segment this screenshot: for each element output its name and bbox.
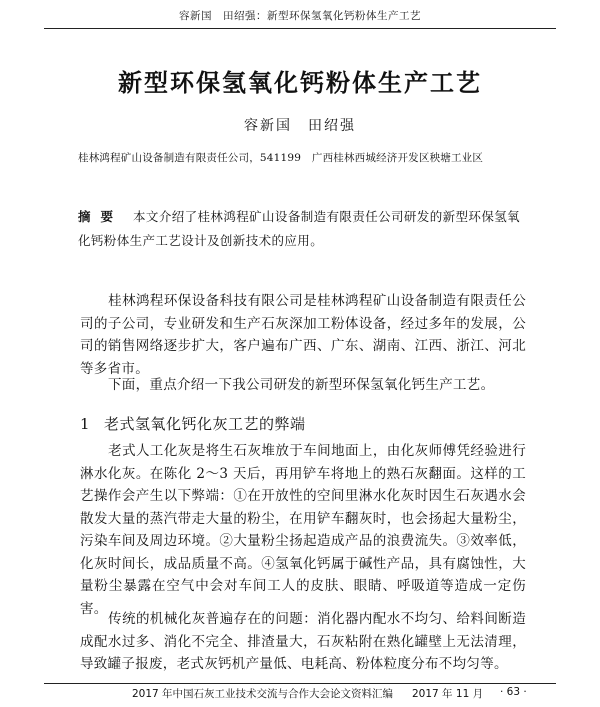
affiliation: 桂林鸿程矿山设备制造有限责任公司，541199 广西桂林西城经济开发区秧塘工业区 xyxy=(78,152,484,164)
paragraph-text: 下面，重点介绍一下我公司研发的新型环保氢氧化钙生产工艺。 xyxy=(108,377,495,393)
paragraph-company xyxy=(80,290,526,380)
authors: 容新国 田绍强 xyxy=(244,118,356,134)
section-heading xyxy=(80,413,526,434)
footer-date: 2017 年 11 月 xyxy=(412,688,484,700)
header-rule xyxy=(44,28,556,29)
paragraph-text: 传统的机械化灰普遍存在的问题：消化器内配水不均匀、给料间断造成配水过多、消化不完全、排渣量大，石灰粘附在熟化罐壁上无法清理，导致罐子报废，老式灰钙机产量低、电耗高、粉体粒度分布不均匀等。 xyxy=(80,611,526,672)
paragraph-text: 桂林鸿程环保设备科技有限公司是桂林鸿程矿山设备制造有限责任公司的子公司，专业研发和生产石灰深加工粉体设备，经过多年的发展，公司的销售网络逐步扩大，客户遍布广西、广东、湖南、江西、浙江、河北等多省市。 xyxy=(80,293,526,377)
abstract-label: 摘要 xyxy=(78,209,124,224)
paragraph-intro xyxy=(80,374,526,397)
abstract-text: 本文介绍了桂林鸿程矿山设备制造有限责任公司研发的新型环保氢氧化钙粉体生产工艺设计及创新技术的应用。 xyxy=(78,209,521,248)
paragraph-text: 老式人工化灰是将生石灰堆放于车间地面上，由化灰师傅凭经验进行淋水化灰。在陈化 2～3 天后，再用铲车将地上的熟石灰翻面。这样的工艺操作会产生以下弊端：①在开放性的空间里淋水化灰时因生石灰遇水会散发大量的蒸汽带走大量的粉尘，在用铲车翻灰时，也会扬起大量粉尘，污染车间及周边环境。②大量粉尘扬起造成产品的浪费流失。③效率低，化灰时间长，成品质量不高。④氢氧化钙属于碱性产品，具有腐蚀性，大量粉尘暴露在空气中会对车间工人的皮肤、眼睛、呼吸道等造成一定伤害。 xyxy=(80,443,526,617)
abstract xyxy=(78,205,524,253)
section-number: 1 xyxy=(80,415,91,433)
running-head: 容新国 田绍强：新型环保氢氧化钙粉体生产工艺 xyxy=(179,10,421,22)
paragraph-old-process xyxy=(80,440,526,620)
paper-title: 新型环保氢氧化钙粉体生产工艺 xyxy=(118,69,482,97)
footer-proceedings: 2017 年中国石灰工业技术交流与合作大会论文资料汇编 xyxy=(132,688,394,700)
section-title: 老式氢氧化钙化灰工艺的弊端 xyxy=(104,415,306,433)
footer-rule xyxy=(44,683,556,684)
paragraph-mechanical xyxy=(80,608,526,676)
page-number: · 63 · xyxy=(500,686,527,698)
